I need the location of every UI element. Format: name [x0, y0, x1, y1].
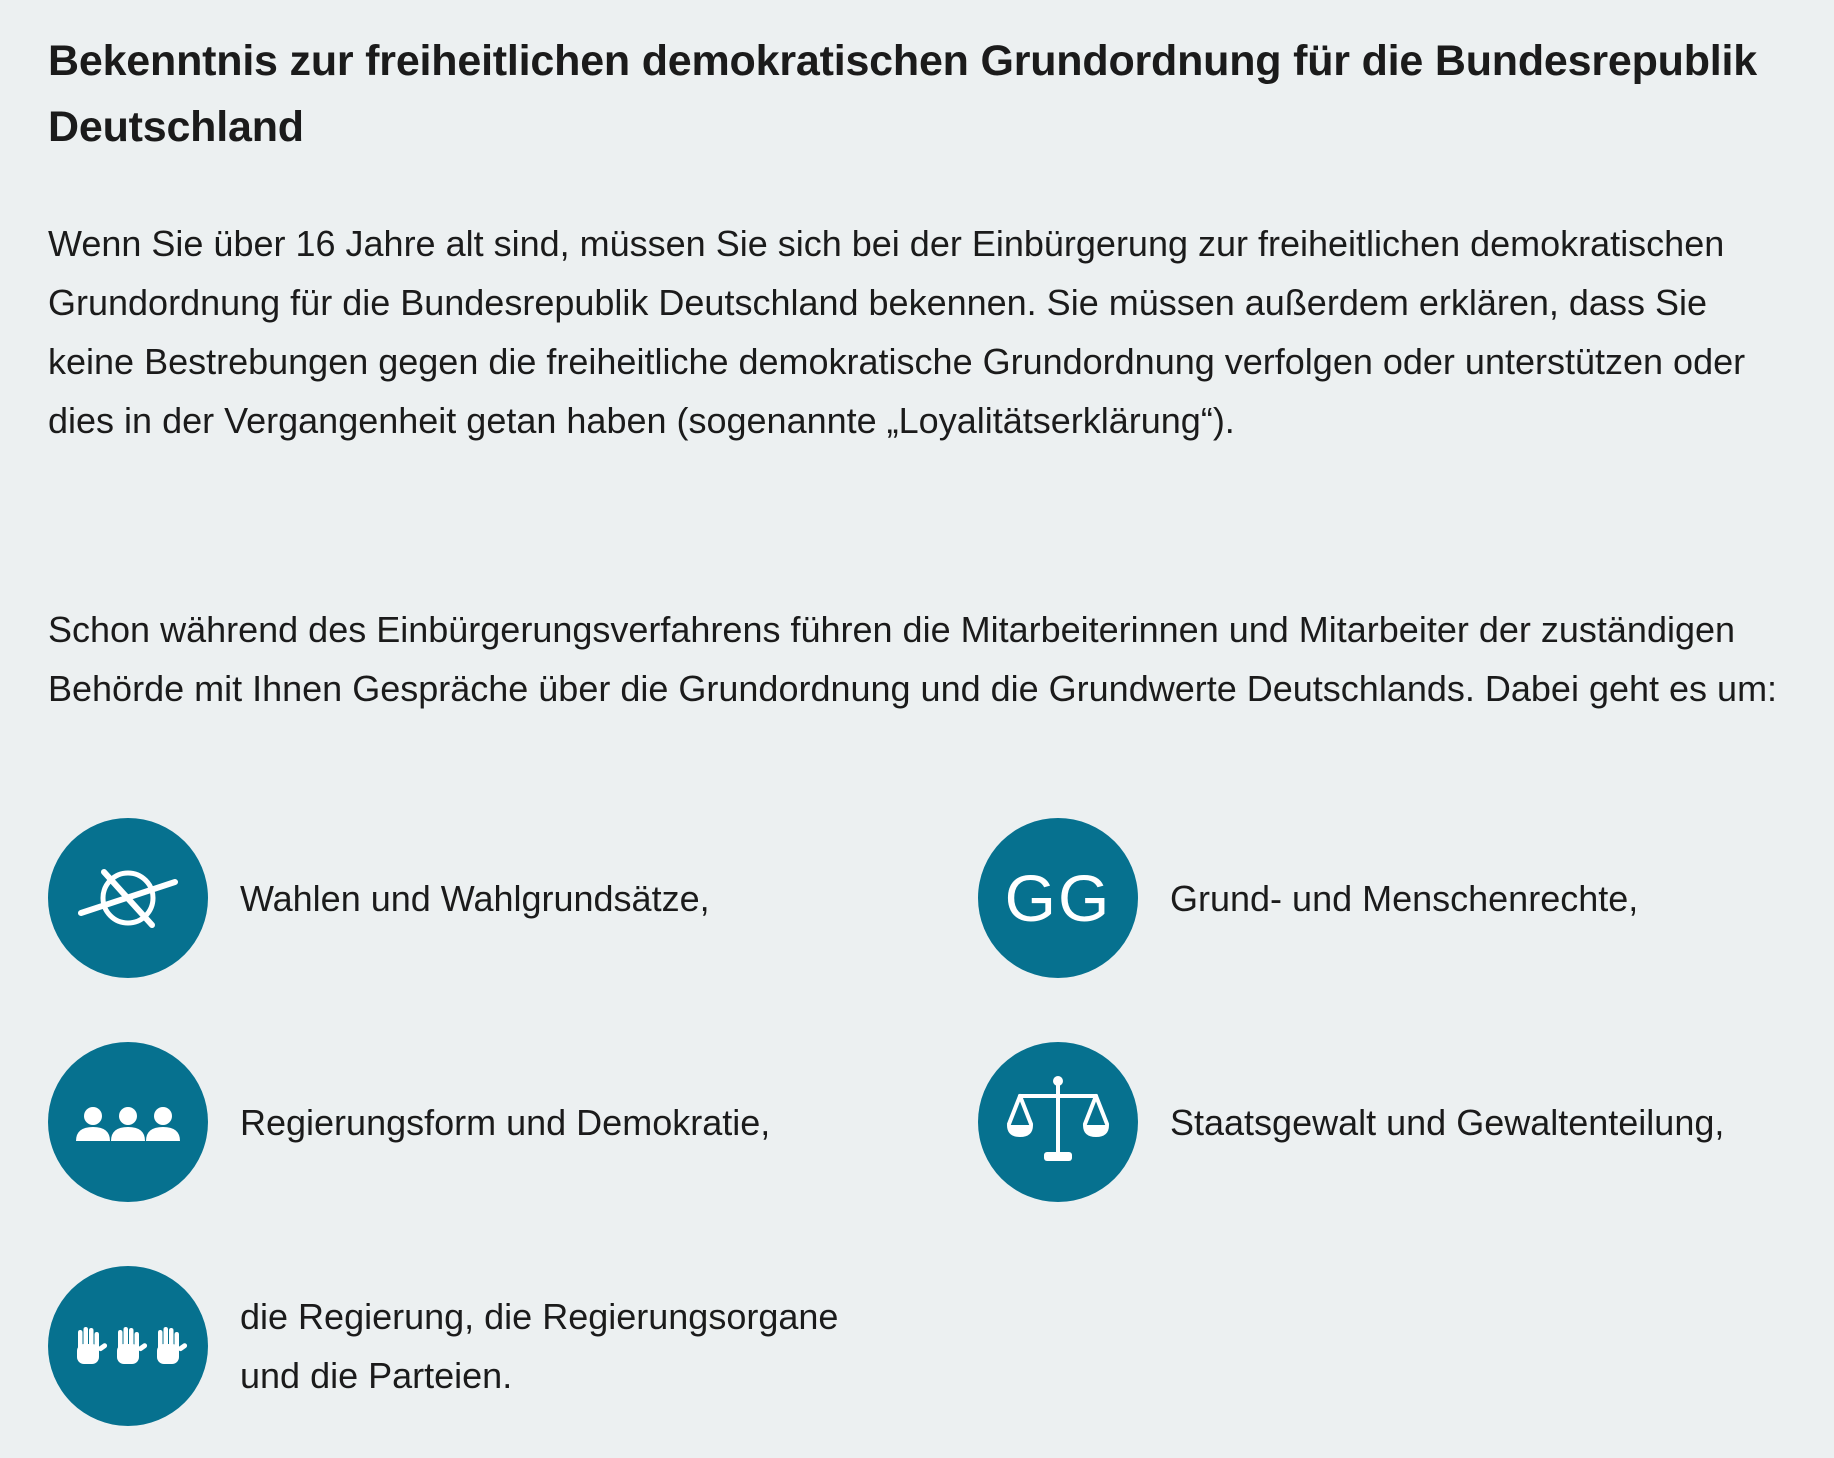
raised-hands-icon [48, 1266, 208, 1426]
topic-label: Wahlen und Wahlgrundsätze, [240, 877, 710, 919]
topic-label: Grund- und Menschenrechte, [1170, 877, 1639, 919]
people-group-icon [48, 1042, 208, 1202]
topic-basic-rights [978, 818, 1638, 978]
scales-icon [978, 1042, 1138, 1202]
page-title: Bekenntnis zur freiheitlichen demokratischen Grundordnung für die Bundesrepublik Deutschland [48, 37, 1757, 151]
topic-separation-of-powers [978, 1042, 1724, 1202]
topic-label: Staatsgewalt und Gewaltenteilung, [1170, 1101, 1725, 1143]
content-page [48, 28, 1808, 1396]
ballot-cross-icon [48, 818, 208, 978]
topic-elections [48, 818, 710, 978]
basic-law-gg-icon [978, 818, 1138, 978]
topic-label: die Regierung, die Regierungsorgane und die Parteien. [240, 1296, 839, 1396]
topic-label: Regierungsform und Demokratie, [240, 1101, 771, 1143]
paragraph-interview-topics: Schon während des Einbürgerungsverfahrens führen die Mitarbeiterinnen und Mitarbeiter der zuständigen Behörde mit Ihnen Gespräche über die Grundordnung und die Grundwerte Deutschlands. Dabei geht es um: [48, 609, 1778, 709]
topic-government-organs-parties [48, 1266, 838, 1426]
paragraph-loyalty-declaration: Wenn Sie über 16 Jahre alt sind, müssen Sie sich bei der Einbürgerung zur freiheitlichen demokratischen Grundordnung für die Bundesrepublik Deutschland bekennen. Sie müssen außerdem erklären, dass Sie keine Bestrebungen gegen die freiheitliche demokratische Grundordnung verfolgen oder unterstützen oder dies in der Vergangenheit getan haben (sogenannte „Loyalitätserklärung“). [48, 223, 1746, 441]
topic-form-of-government [48, 1042, 770, 1202]
gg-icon-text: GG [1004, 861, 1112, 935]
